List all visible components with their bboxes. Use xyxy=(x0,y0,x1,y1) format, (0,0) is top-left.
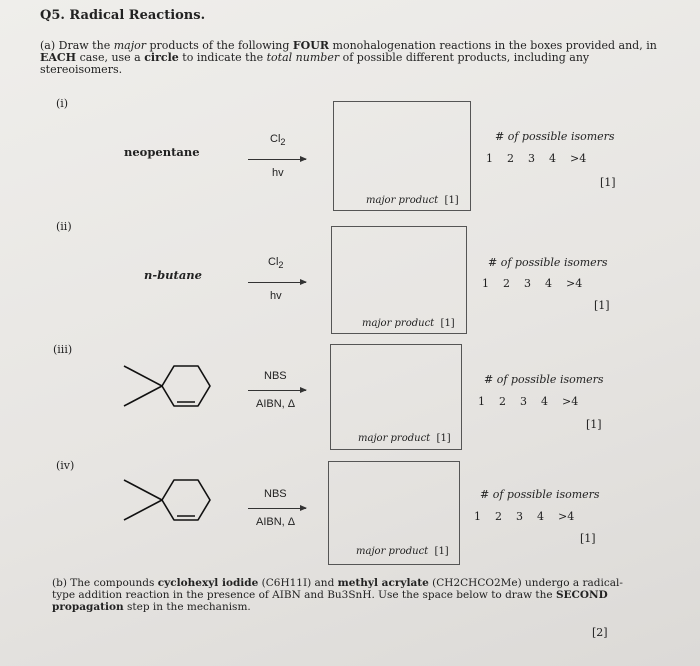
reaction-2-reactant: n-butane xyxy=(144,268,202,282)
part-b-instructions: (b) The compounds cyclohexyl iodide (C6H11I) and methyl acrylate (CH2CHCO2Me) undergo a radical-type addition reaction in the presence of AIBN and Bu3SnH. Use the space below to draw the SECOND propagation step in the mechanism. xyxy=(52,577,623,613)
reaction-2-reagent-bottom: hv xyxy=(270,290,282,302)
reaction-4-reactant-structure xyxy=(115,470,220,530)
reaction-3-reagent-bottom: AIBN, Δ xyxy=(256,398,296,410)
reaction-1-arrow xyxy=(248,159,306,160)
reaction-3-reactant-structure xyxy=(115,356,220,416)
reaction-4-arrow xyxy=(248,508,306,509)
reaction-3-isomer-points: [1] xyxy=(586,418,602,431)
reaction-2-isomer-options[interactable]: 1 2 3 4 >4 xyxy=(482,277,583,290)
reaction-1-isomers-label: # of possible isomers xyxy=(495,130,615,143)
reaction-1-number: (i) xyxy=(56,97,69,110)
reaction-3-isomer-options[interactable]: 1 2 3 4 >4 xyxy=(478,395,579,408)
reaction-4-reagent-bottom: AIBN, Δ xyxy=(256,516,296,528)
reaction-4-number: (iv) xyxy=(56,459,75,472)
reaction-2-isomer-points: [1] xyxy=(594,299,610,312)
reaction-3-reagent-top: NBS xyxy=(264,370,287,382)
question-title: Q5. Radical Reactions. xyxy=(40,8,206,23)
reaction-1-reagent-top: $Cl_2$ xyxy=(270,133,286,148)
reaction-4-major-label: major product [1] xyxy=(356,546,449,557)
reaction-3-major-label: major product [1] xyxy=(358,433,451,444)
reaction-4-isomer-options[interactable]: 1 2 3 4 >4 xyxy=(474,510,575,523)
reaction-3-number: (iii) xyxy=(53,343,73,356)
reaction-2-major-label: major product [1] xyxy=(362,318,455,329)
reaction-4-isomers-label: # of possible isomers xyxy=(480,488,600,501)
reaction-3-arrow xyxy=(248,390,306,391)
reaction-4-reagent-top: NBS xyxy=(264,488,287,500)
reaction-3-isomers-label: # of possible isomers xyxy=(484,373,604,386)
reaction-2-arrow xyxy=(248,282,306,283)
reaction-2-reagent-top: $Cl_2$ xyxy=(268,256,284,271)
reaction-4-isomer-points: [1] xyxy=(580,532,596,545)
reaction-1-isomer-points: [1] xyxy=(600,176,616,189)
reaction-1-reagent-bottom: hv xyxy=(272,167,284,179)
reaction-1-major-label: major product [1] xyxy=(366,195,459,206)
reaction-2-number: (ii) xyxy=(56,220,72,233)
reaction-1-isomer-options[interactable]: 1 2 3 4 >4 xyxy=(486,152,587,165)
part-b-points: [2] xyxy=(592,626,608,639)
part-a-instructions: (a) Draw the major products of the following FOUR monohalogenation reactions in the boxes provided and, in EACH case, use a circle to indicate the total number of possible different products, including any stereoisomers. xyxy=(40,39,657,76)
reaction-1-reactant: neopentane xyxy=(124,145,200,159)
reaction-2-isomers-label: # of possible isomers xyxy=(488,256,608,269)
